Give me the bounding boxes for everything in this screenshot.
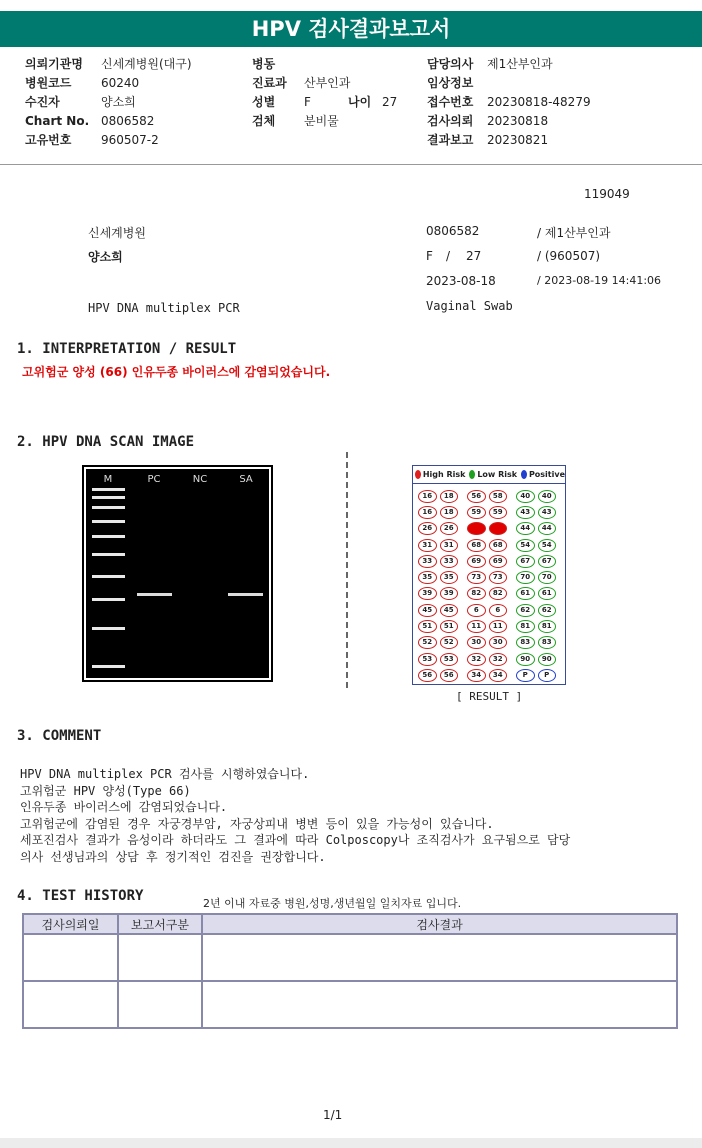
gel-lane-label-sa: SA	[239, 474, 253, 485]
request-date-value: 20230818	[487, 114, 549, 128]
summary-test-name: HPV DNA multiplex PCR	[88, 301, 240, 315]
chip-cell: 61	[516, 587, 535, 600]
doctor-value: 제1산부인과	[487, 57, 553, 71]
chip-cell: 39	[440, 587, 459, 600]
chip-row	[418, 569, 565, 585]
summary-slash: /	[446, 249, 451, 263]
section-test-history-heading: 4. TEST HISTORY	[17, 888, 144, 904]
chart-no-value: 0806582	[101, 114, 155, 128]
history-table	[22, 913, 678, 1029]
sa-band	[228, 593, 263, 596]
gel-lane-label-pc: PC	[147, 474, 161, 485]
chip-cell: 81	[538, 620, 557, 633]
comment-line: 세포진검사 결과가 음성이라 하더라도 그 결과에 따라 Colposcopy나 조직검사가 요구됨으로 담당	[20, 833, 571, 847]
receipt-no-label: 접수번호	[427, 95, 474, 109]
age-value: 27	[382, 95, 398, 109]
legend-positive: Positive	[528, 470, 566, 479]
clinical-info-label: 임상정보	[427, 76, 474, 90]
chip-cell: 83	[516, 636, 535, 649]
gel-image	[82, 465, 273, 682]
chip-cell: 18	[440, 506, 459, 519]
chip-row	[418, 586, 565, 602]
marker-band	[92, 575, 125, 578]
specimen-value: 분비물	[304, 114, 339, 128]
summary-birth: / (960507)	[537, 249, 601, 263]
chip-cell: 67	[516, 555, 535, 568]
comment-line: 고위험군에 감염된 경우 자궁경부암, 자궁상피내 병변 등이 있을 가능성이 있습니다.	[20, 816, 494, 831]
chip-cell: 62	[516, 604, 535, 617]
chip-cell: 90	[516, 653, 535, 666]
chip-cell: 44	[538, 522, 557, 535]
chip-cell: 82	[489, 587, 508, 600]
chip-cell: 69	[467, 555, 486, 568]
history-cell	[202, 981, 677, 1028]
chip-cell: 59	[489, 506, 508, 519]
chip-cell: 58	[489, 490, 508, 503]
sex-label: 성별	[252, 95, 276, 109]
history-header-report-type: 보고서구분	[118, 914, 202, 934]
chip-cell: 67	[538, 555, 557, 568]
gel-svg	[86, 469, 269, 678]
patient-label: 수진자	[25, 95, 60, 109]
comment-line: 고위험군 HPV 양성(Type 66)	[20, 783, 191, 798]
chip-cell: 56	[440, 669, 459, 682]
low-risk-dot-icon	[469, 470, 475, 479]
comment-line: 의사 선생님과의 상담 후 정기적인 검진을 권장합니다.	[20, 849, 326, 864]
summary-request-date: 2023-08-18	[426, 274, 496, 288]
chip-cell: 34	[467, 669, 486, 682]
summary-age: 27	[466, 249, 482, 263]
high-risk-dot-icon	[415, 470, 421, 479]
chip-cell: P	[538, 669, 557, 682]
chip-row	[418, 602, 565, 618]
doctor-label: 담당의사	[427, 57, 474, 71]
table-row	[23, 934, 677, 981]
history-note: 2년 이내 자료중 병원,성명,생년월일 일치자료 입니다.	[203, 897, 462, 910]
chip-cell: 81	[516, 620, 535, 633]
chip-row	[418, 488, 565, 504]
chip-grid	[413, 484, 565, 684]
chip-cell: 54	[538, 539, 557, 552]
legend-low-risk: Low Risk	[477, 470, 518, 479]
age-label: 나이	[348, 95, 372, 109]
chip-row	[418, 553, 565, 569]
chip-cell: 11	[467, 620, 486, 633]
chip-cell: 90	[538, 653, 557, 666]
chip-cell: 32	[489, 653, 508, 666]
report-date-value: 20230821	[487, 133, 549, 147]
chip-cell: 82	[467, 587, 486, 600]
chip-cell: 26	[440, 522, 459, 535]
hospital-code-label: 병원코드	[25, 76, 72, 90]
summary-dept: / 제1산부인과	[537, 226, 611, 240]
chip-cell: 68	[489, 539, 508, 552]
chart-no-label: Chart No.	[25, 114, 90, 128]
result-text: 고위험군 양성 (66) 인유두종 바이러스에 감염되었습니다.	[22, 365, 331, 379]
dept-value: 산부인과	[304, 76, 351, 90]
hospital-code-value: 60240	[101, 76, 140, 90]
marker-band	[92, 535, 125, 538]
specimen-label: 검체	[252, 114, 276, 128]
unique-no-value: 960507-2	[101, 133, 159, 147]
chip-cell: 68	[467, 539, 486, 552]
dept-label: 진료과	[252, 76, 287, 90]
history-cell	[118, 981, 202, 1028]
summary-report-datetime: / 2023-08-19 14:41:06	[537, 274, 662, 287]
chip-cell: 53	[440, 653, 459, 666]
chip-cell: 59	[467, 506, 486, 519]
summary-sex: F	[426, 249, 433, 263]
marker-band	[92, 598, 125, 601]
comment-line: 인유두종 바이러스에 감염되었습니다.	[20, 800, 228, 814]
chip-cell-positive: 66	[467, 522, 486, 535]
info-col-2	[252, 55, 397, 131]
chip-row	[418, 504, 565, 520]
hpv-chip	[412, 465, 566, 685]
unique-no-label: 고유번호	[25, 133, 72, 147]
chip-cell: 54	[516, 539, 535, 552]
chip-cell: 70	[516, 571, 535, 584]
history-header-request-date: 검사의뢰일	[23, 914, 118, 934]
info-col-1	[25, 55, 192, 150]
chip-cell: 52	[440, 636, 459, 649]
chip-cell: 16	[418, 506, 437, 519]
marker-band	[92, 506, 125, 509]
summary-chart-no: 0806582	[426, 224, 480, 238]
scan-divider	[346, 452, 348, 688]
sex-value: F	[304, 95, 311, 109]
chip-cell: 34	[489, 669, 508, 682]
chip-row	[418, 651, 565, 667]
marker-band	[92, 627, 125, 630]
chip-cell: 30	[467, 636, 486, 649]
marker-band	[92, 553, 125, 556]
chip-cell: P	[516, 669, 535, 682]
chip-row	[418, 667, 565, 683]
report-date-label: 결과보고	[427, 133, 474, 147]
chip-cell: 52	[418, 636, 437, 649]
gel-lane-label-m: M	[103, 474, 113, 485]
chip-cell: 31	[418, 539, 437, 552]
chip-cell: 56	[467, 490, 486, 503]
chip-cell: 44	[516, 522, 535, 535]
chip-legend	[413, 466, 565, 484]
summary-patient: 양소희	[88, 250, 123, 264]
marker-band	[92, 488, 125, 491]
chip-cell: 18	[440, 490, 459, 503]
chip-cell: 43	[538, 506, 557, 519]
history-header-row	[23, 914, 677, 934]
section-scan-image-heading: 2. HPV DNA SCAN IMAGE	[17, 434, 195, 450]
chip-cell: 43	[516, 506, 535, 519]
hospital-name-value: 신세계병원(대구)	[101, 57, 192, 71]
chip-cell: 70	[538, 571, 557, 584]
chip-cell: 33	[440, 555, 459, 568]
history-cell	[118, 934, 202, 981]
chip-cell: 51	[440, 620, 459, 633]
chip-row	[418, 521, 565, 537]
section-comment-heading: 3. COMMENT	[17, 728, 102, 744]
report-title: HPV 검사결과보고서	[0, 11, 702, 47]
document-number: 119049	[584, 187, 630, 201]
history-header-result: 검사결과	[202, 914, 677, 934]
info-col-3	[427, 55, 591, 150]
chip-row	[418, 618, 565, 634]
section-interpretation-heading: 1. INTERPRETATION / RESULT	[17, 341, 237, 357]
chip-cell: 61	[538, 587, 557, 600]
chip-cell: 40	[516, 490, 535, 503]
chip-cell: 83	[538, 636, 557, 649]
ward-label: 병동	[252, 57, 276, 71]
legend-high-risk: High Risk	[422, 470, 466, 479]
marker-band	[92, 520, 125, 523]
chip-cell: 33	[418, 555, 437, 568]
request-date-label: 검사의뢰	[427, 114, 474, 128]
comment-line: HPV DNA multiplex PCR 검사를 시행하였습니다.	[20, 767, 310, 781]
chip-cell: 16	[418, 490, 437, 503]
chip-cell: 45	[418, 604, 437, 617]
chip-cell: 6	[489, 604, 508, 617]
chip-cell: 31	[440, 539, 459, 552]
chip-cell: 6	[467, 604, 486, 617]
marker-band	[92, 665, 125, 668]
chip-cell: 35	[440, 571, 459, 584]
chip-cell: 39	[418, 587, 437, 600]
summary-hospital: 신세계병원	[88, 226, 146, 240]
page-number: 1/1	[323, 1108, 343, 1122]
history-cell	[23, 981, 118, 1028]
chip-cell: 69	[489, 555, 508, 568]
hospital-name-label: 의뢰기관명	[25, 57, 83, 71]
chip-cell: 56	[418, 669, 437, 682]
chip-cell: 51	[418, 620, 437, 633]
table-row	[23, 981, 677, 1028]
chip-cell: 26	[418, 522, 437, 535]
chip-cell-positive: 66	[489, 522, 508, 535]
chip-cell: 40	[538, 490, 557, 503]
chip-cell: 73	[489, 571, 508, 584]
receipt-no-value: 20230818-48279	[487, 95, 591, 109]
patient-value: 양소희	[101, 95, 136, 109]
summary-specimen: Vaginal Swab	[426, 299, 513, 313]
chip-cell: 11	[489, 620, 508, 633]
gel-lane-label-nc: NC	[192, 474, 208, 485]
chip-caption: [ RESULT ]	[456, 690, 523, 703]
pc-band	[137, 593, 172, 596]
chip-cell: 45	[440, 604, 459, 617]
positive-dot-icon	[521, 470, 527, 479]
chip-cell: 35	[418, 571, 437, 584]
history-cell	[23, 934, 118, 981]
chip-cell: 32	[467, 653, 486, 666]
chip-cell: 53	[418, 653, 437, 666]
chip-cell: 30	[489, 636, 508, 649]
comment-block	[20, 766, 570, 865]
marker-band	[92, 496, 125, 499]
header-divider	[0, 164, 702, 165]
history-cell	[202, 934, 677, 981]
chip-cell: 73	[467, 571, 486, 584]
footer-bar	[0, 1138, 702, 1148]
chip-row	[418, 537, 565, 553]
chip-row	[418, 635, 565, 651]
chip-cell: 62	[538, 604, 557, 617]
